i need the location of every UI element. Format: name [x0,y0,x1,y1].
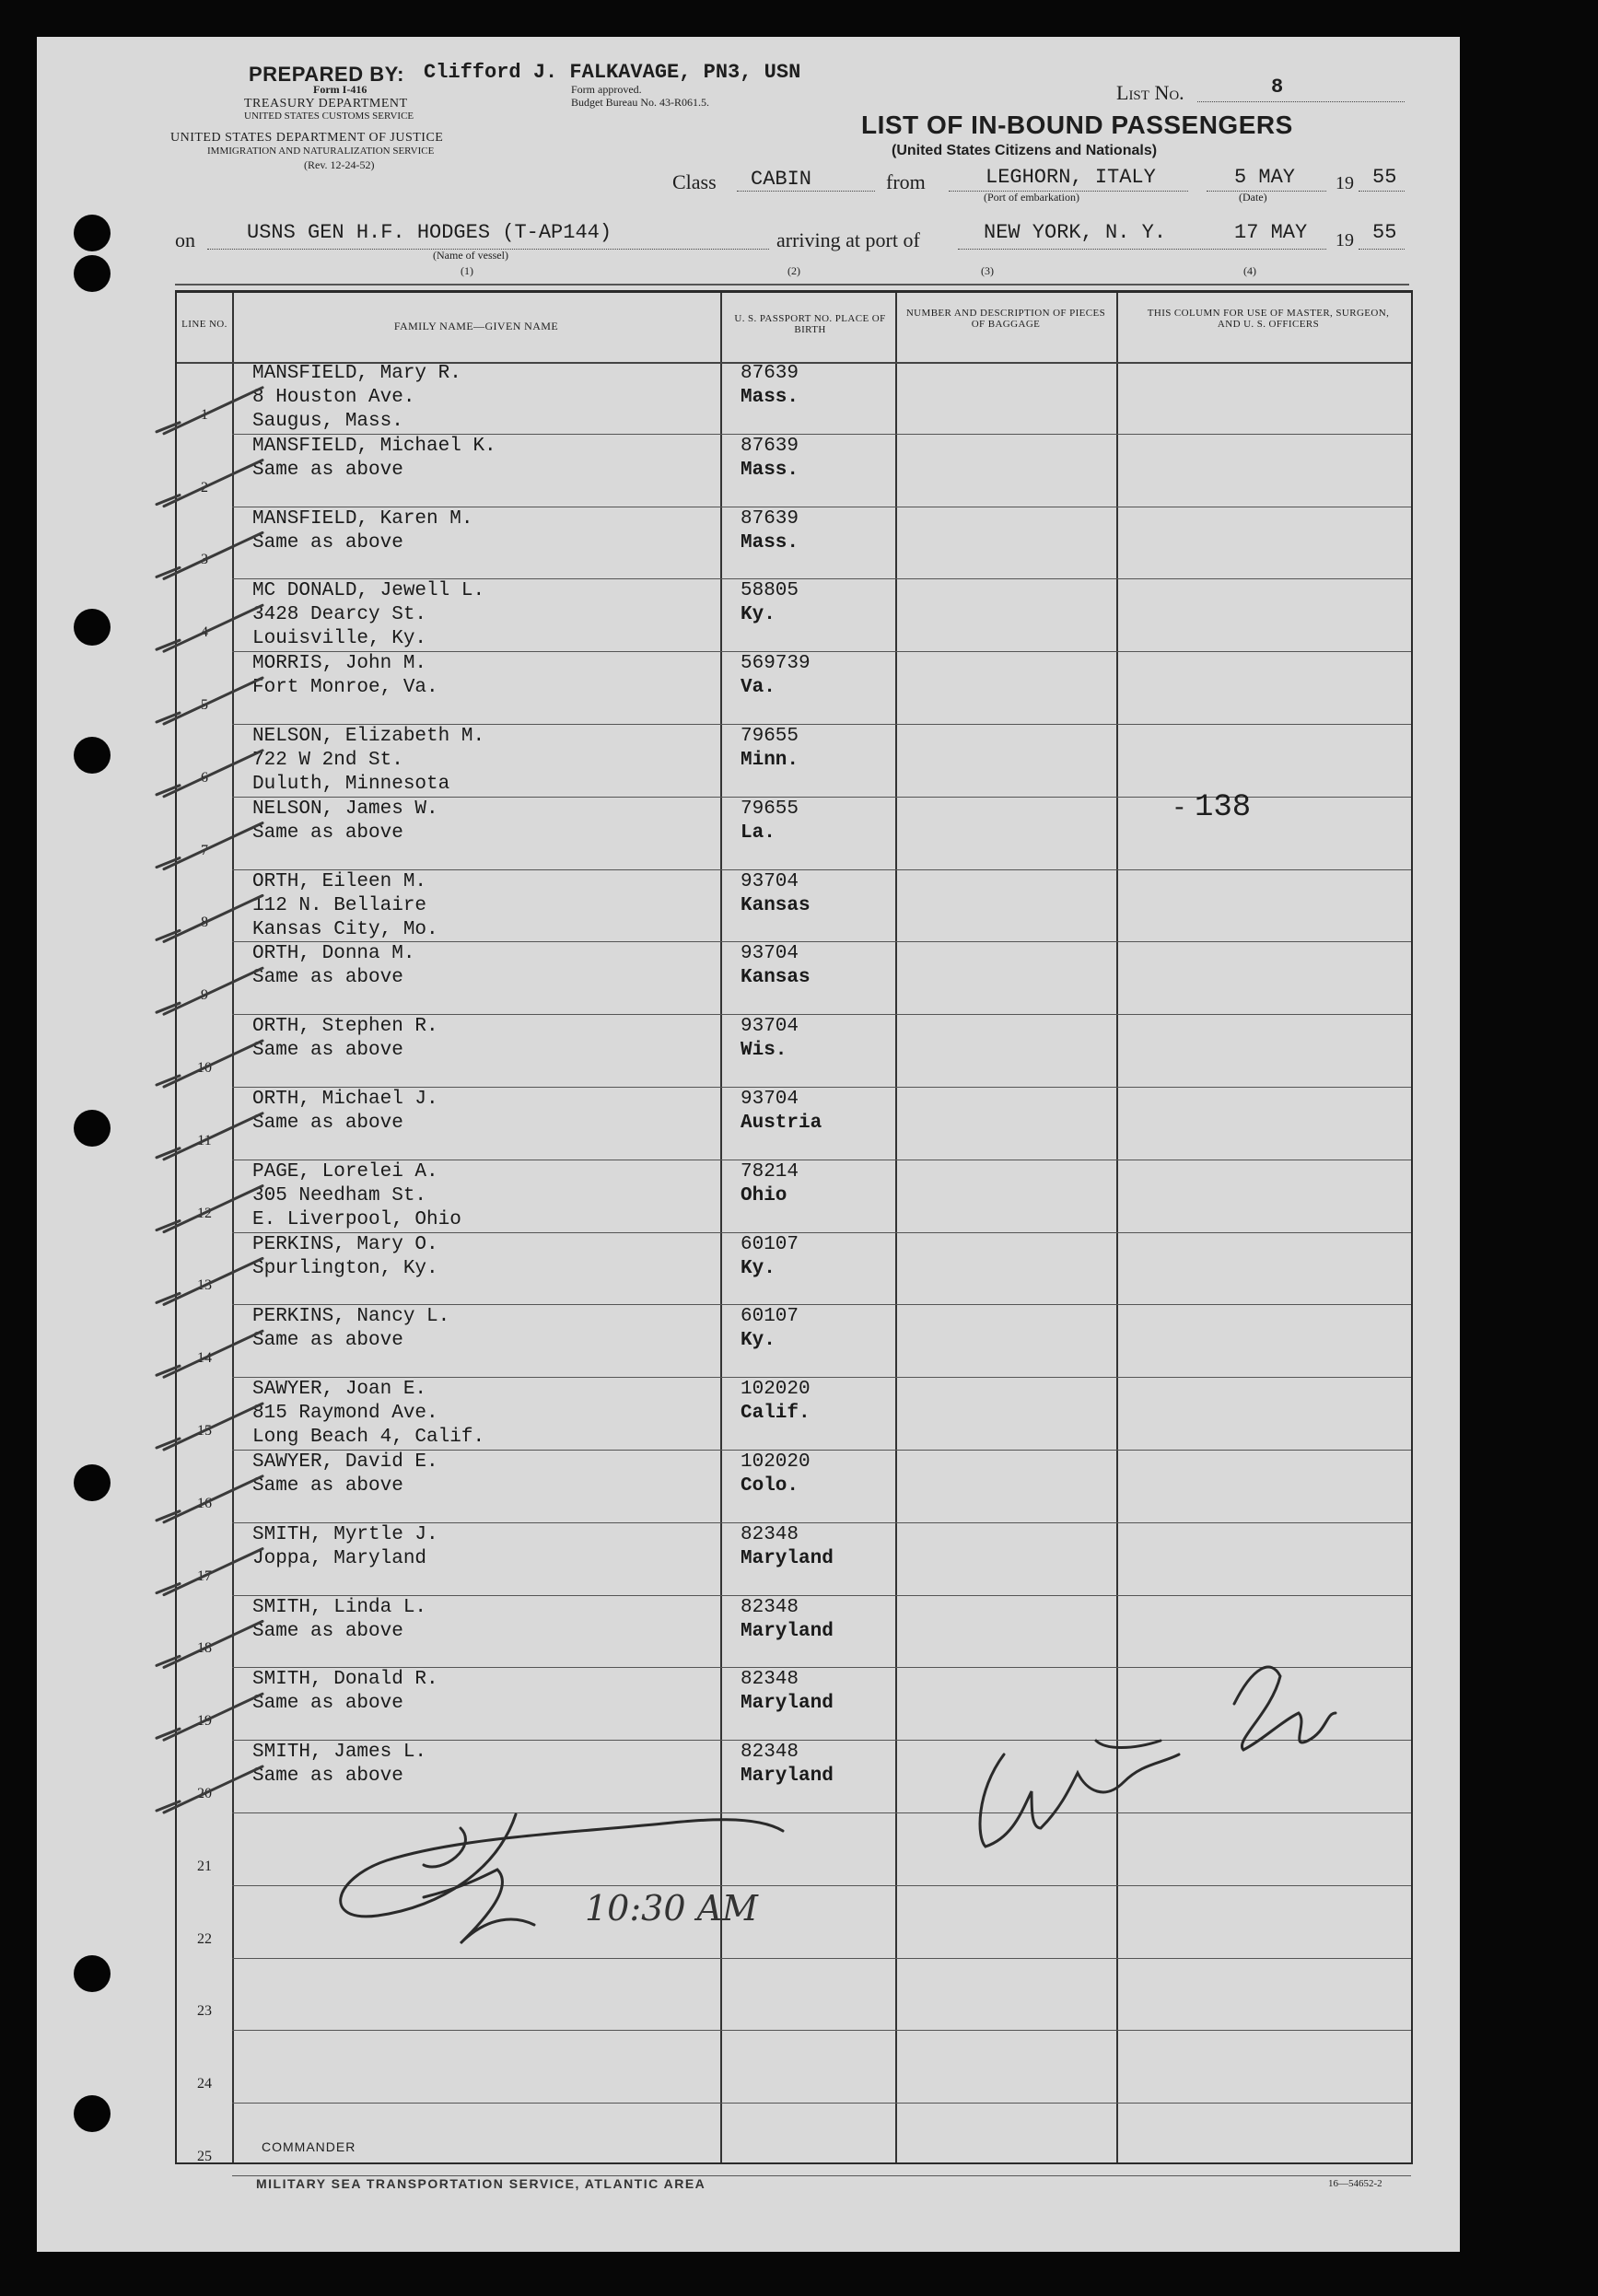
line-number: 4 [201,624,208,641]
col-mark-4: (4) [1243,264,1256,277]
line-number: 25 [197,2148,212,2164]
line-number: 16 [197,1495,212,1511]
table-row [177,1378,1402,1451]
arrival-year-prefix: 19 [1336,230,1354,251]
passport-number: 87639 [741,507,799,530]
passport-number: 93704 [741,1089,799,1110]
annotation-dash: - [1172,795,1187,823]
vessel-caption: (Name of vessel) [433,249,508,262]
passenger-address: E. Liverpool, Ohio [252,1208,461,1230]
passenger-address: Same as above [252,459,403,481]
passport-number: 82348 [741,1523,799,1545]
binder-hole [74,1955,111,1992]
passenger-address: 815 Raymond Ave. [252,1403,438,1425]
col-mark-1: (1) [461,264,473,277]
table-row [177,1741,1402,1813]
table-row [177,1668,1402,1741]
passenger-address: Same as above [252,822,403,844]
passenger-name: PERKINS, Mary O. [252,1233,438,1255]
place-of-birth: Mass. [741,387,799,408]
line-number: 11 [197,1132,212,1148]
passenger-address: Fort Monroe, Va. [252,677,438,699]
passenger-name: SAWYER, David E. [252,1451,438,1473]
list-no-label: List No. [1116,81,1184,104]
passenger-address: 3428 Dearcy St. [252,604,427,626]
class-label: Class [672,170,717,193]
table-row [177,1088,1402,1160]
table-row [177,2031,1402,2104]
line-number: 7 [201,842,208,858]
passenger-address: Same as above [252,967,403,989]
col-header-officers: THIS COLUMN FOR USE OF MASTER, SURGEON, AND U. S. OFFICERS [1147,308,1390,330]
line-number: 17 [197,1568,212,1584]
passenger-name: MC DONALD, Jewell L. [252,580,485,602]
binder-hole [74,737,111,774]
passenger-address: 8 Houston Ave. [252,387,415,408]
passenger-name: NELSON, Elizabeth M. [252,726,485,747]
passenger-name: MORRIS, John M. [252,653,427,675]
line-number: 3 [201,552,208,568]
passenger-name: SMITH, James L. [252,1742,427,1764]
departure-year-prefix: 19 [1336,173,1354,193]
passport-number: 78214 [741,1160,799,1183]
passenger-name: SMITH, Donald R. [252,1669,438,1691]
footer-form-code: 16—54652-2 [1328,2178,1382,2189]
line-number: 5 [201,696,208,713]
place-of-birth: Mass. [741,531,799,554]
table-row [177,1886,1402,1959]
passenger-address: Louisville, Ky. [252,628,427,650]
passenger-name: ORTH, Stephen R. [252,1016,438,1038]
passport-number: 82348 [741,1742,799,1764]
treasury-dept: TREASURY DEPARTMENT [244,97,408,111]
binder-hole [74,1110,111,1147]
passport-number: 82348 [741,1669,799,1691]
passenger-name: ORTH, Michael J. [252,1089,438,1110]
place-of-birth: Colo. [741,1475,799,1497]
place-of-birth: Ohio [741,1184,787,1206]
line-number: 14 [197,1350,212,1367]
line-number: 23 [197,2003,212,2020]
passenger-address: Same as above [252,1113,403,1134]
table-row [177,1015,1402,1088]
list-no-value: 8 [1271,76,1284,99]
immigration-service: IMMIGRATION AND NATURALIZATION SERVICE [207,146,435,157]
line-number: 19 [197,1713,212,1730]
place-of-birth: Maryland [741,1620,834,1642]
passenger-table [175,290,1413,2164]
passport-number: 87639 [741,363,799,384]
passenger-name: PERKINS, Nancy L. [252,1306,450,1328]
line-number: 9 [201,987,208,1004]
col-header-passport: U. S. PASSPORT NO. PLACE OF BIRTH [734,313,886,335]
passenger-name: SMITH, Myrtle J. [252,1523,438,1545]
place-of-birth: Kansas [741,894,811,916]
place-of-birth: Ky. [741,604,776,626]
table-row [177,435,1402,507]
passenger-address: Saugus, Mass. [252,411,403,432]
binder-hole [74,609,111,646]
passenger-address: Same as above [252,1620,403,1642]
passenger-address: 112 N. Bellaire [252,894,427,916]
customs-service: UNITED STATES CUSTOMS SERVICE [244,111,414,122]
passenger-name: SMITH, Linda L. [252,1596,427,1618]
prepared-by-name: Clifford J. FALKAVAGE, PN3, USN [424,61,801,84]
line-number: 1 [201,406,208,423]
line-number: 2 [201,479,208,495]
date-caption: (Date) [1239,191,1267,204]
passenger-address: Same as above [252,1040,403,1062]
passport-number: 60107 [741,1233,799,1255]
col-mark-2: (2) [787,264,800,277]
passport-number: 102020 [741,1451,811,1473]
table-row [177,1451,1402,1523]
binder-hole [74,1464,111,1501]
table-row [177,1160,1402,1233]
passenger-address: Same as above [252,1766,403,1788]
passenger-address: Spurlington, Ky. [252,1257,438,1279]
passport-number: 60107 [741,1306,799,1328]
passport-number: 93704 [741,943,799,965]
passenger-address: Same as above [252,531,403,554]
passport-number: 82348 [741,1596,799,1618]
line-number: 12 [197,1205,212,1221]
arrival-year: 55 [1372,221,1397,244]
passport-number: 93704 [741,870,799,892]
departure-year: 55 [1372,166,1397,189]
table-row [177,507,1402,580]
passenger-address: Same as above [252,1330,403,1352]
departure-date: 5 MAY [1234,166,1296,189]
place-of-birth: Maryland [741,1693,834,1715]
place-of-birth: Maryland [741,1766,834,1788]
line-number: 13 [197,1277,212,1294]
passenger-address: Same as above [252,1693,403,1715]
passport-number: 79655 [741,726,799,747]
place-of-birth: Maryland [741,1547,834,1569]
line-number: 15 [197,1422,212,1439]
place-of-birth: La. [741,822,776,844]
binder-hole [74,215,111,251]
binder-hole [74,255,111,292]
place-of-birth: Wis. [741,1040,787,1062]
col-header-line-no: LINE NO. [181,319,227,330]
form-approved: Form approved. [571,83,642,96]
passport-number: 569739 [741,653,811,675]
arriving-label: arriving at port of [776,228,920,251]
table-row [177,2104,1402,2176]
table-row [177,1305,1402,1378]
form-number: Form I-416 [313,83,367,96]
commander-label: COMMANDER [262,2139,356,2154]
table-row [177,725,1402,798]
col-header-name: FAMILY NAME—GIVEN NAME [393,320,559,332]
passenger-address: Joppa, Maryland [252,1547,427,1569]
passenger-name: SAWYER, Joan E. [252,1379,427,1401]
line-number: 10 [197,1059,212,1076]
passenger-address: Duluth, Minnesota [252,774,450,795]
passport-number: 58805 [741,580,799,602]
place-of-birth: Minn. [741,750,799,771]
passenger-name: ORTH, Donna M. [252,943,415,965]
passenger-address: 305 Needham St. [252,1184,427,1206]
class-value: CABIN [751,168,812,191]
passenger-address: 722 W 2nd St. [252,750,403,771]
table-row [177,579,1402,652]
place-of-birth: Kansas [741,967,811,989]
passenger-name: MANSFIELD, Karen M. [252,507,473,530]
passenger-name: MANSFIELD, Mary R. [252,363,461,384]
table-row [177,870,1402,943]
table-row [177,1523,1402,1596]
passenger-name: MANSFIELD, Michael K. [252,435,496,457]
table-row [177,1233,1402,1306]
passenger-address: Kansas City, Mo. [252,918,438,940]
document-subtitle: (United States Citizens and Nationals) [892,143,1158,158]
revision: (Rev. 12-24-52) [304,158,375,171]
arrival-date: 17 MAY [1234,221,1308,244]
passport-number: 79655 [741,798,799,820]
budget-bureau: Budget Bureau No. 43-R061.5. [571,96,709,109]
line-number: 18 [197,1640,212,1657]
line-number: 6 [201,769,208,786]
passport-number: 93704 [741,1016,799,1038]
from-value: LEGHORN, ITALY [986,166,1156,189]
place-of-birth: Mass. [741,459,799,481]
passenger-name: PAGE, Lorelei A. [252,1160,438,1183]
vessel-name: USNS GEN H.F. HODGES (T-AP144) [247,221,612,244]
passenger-name: ORTH, Eileen M. [252,870,427,892]
passport-number: 87639 [741,435,799,457]
table-row [177,652,1402,725]
table-row [177,362,1402,435]
annotation-138: 138 [1195,790,1252,825]
table-row [177,1813,1402,1886]
line-number: 24 [197,2076,212,2092]
prepared-by-label: PREPARED BY: [249,63,404,86]
table-row [177,1959,1402,2032]
table-row [177,1596,1402,1669]
handwritten-time: 10:30 AM [585,1888,758,1929]
port-caption: (Port of embarkation) [984,191,1079,204]
place-of-birth: Ky. [741,1257,776,1279]
from-label: from [886,170,926,193]
passenger-address: Same as above [252,1475,403,1497]
place-of-birth: Ky. [741,1330,776,1352]
arrival-port: NEW YORK, N. Y. [984,221,1167,244]
document-title: LIST OF IN-BOUND PASSENGERS [861,111,1293,139]
place-of-birth: Va. [741,677,776,699]
passenger-address: Long Beach 4, Calif. [252,1427,485,1449]
line-number: 20 [197,1785,212,1801]
justice-dept: UNITED STATES DEPARTMENT OF JUSTICE [170,131,444,145]
col-header-baggage: NUMBER AND DESCRIPTION OF PIECES OF BAGGAGE [905,308,1106,330]
col-mark-3: (3) [981,264,994,277]
passenger-name: NELSON, James W. [252,798,438,820]
on-label: on [175,228,195,251]
table-row [177,942,1402,1015]
place-of-birth: Calif. [741,1403,811,1425]
line-number: 21 [197,1858,212,1874]
footer-organization: MILITARY SEA TRANSPORTATION SERVICE, ATLANTIC AREA [256,2176,706,2191]
place-of-birth: Austria [741,1113,822,1134]
line-number: 8 [201,915,208,931]
line-number: 22 [197,1930,212,1947]
passport-number: 102020 [741,1379,811,1401]
binder-hole [74,2095,111,2132]
